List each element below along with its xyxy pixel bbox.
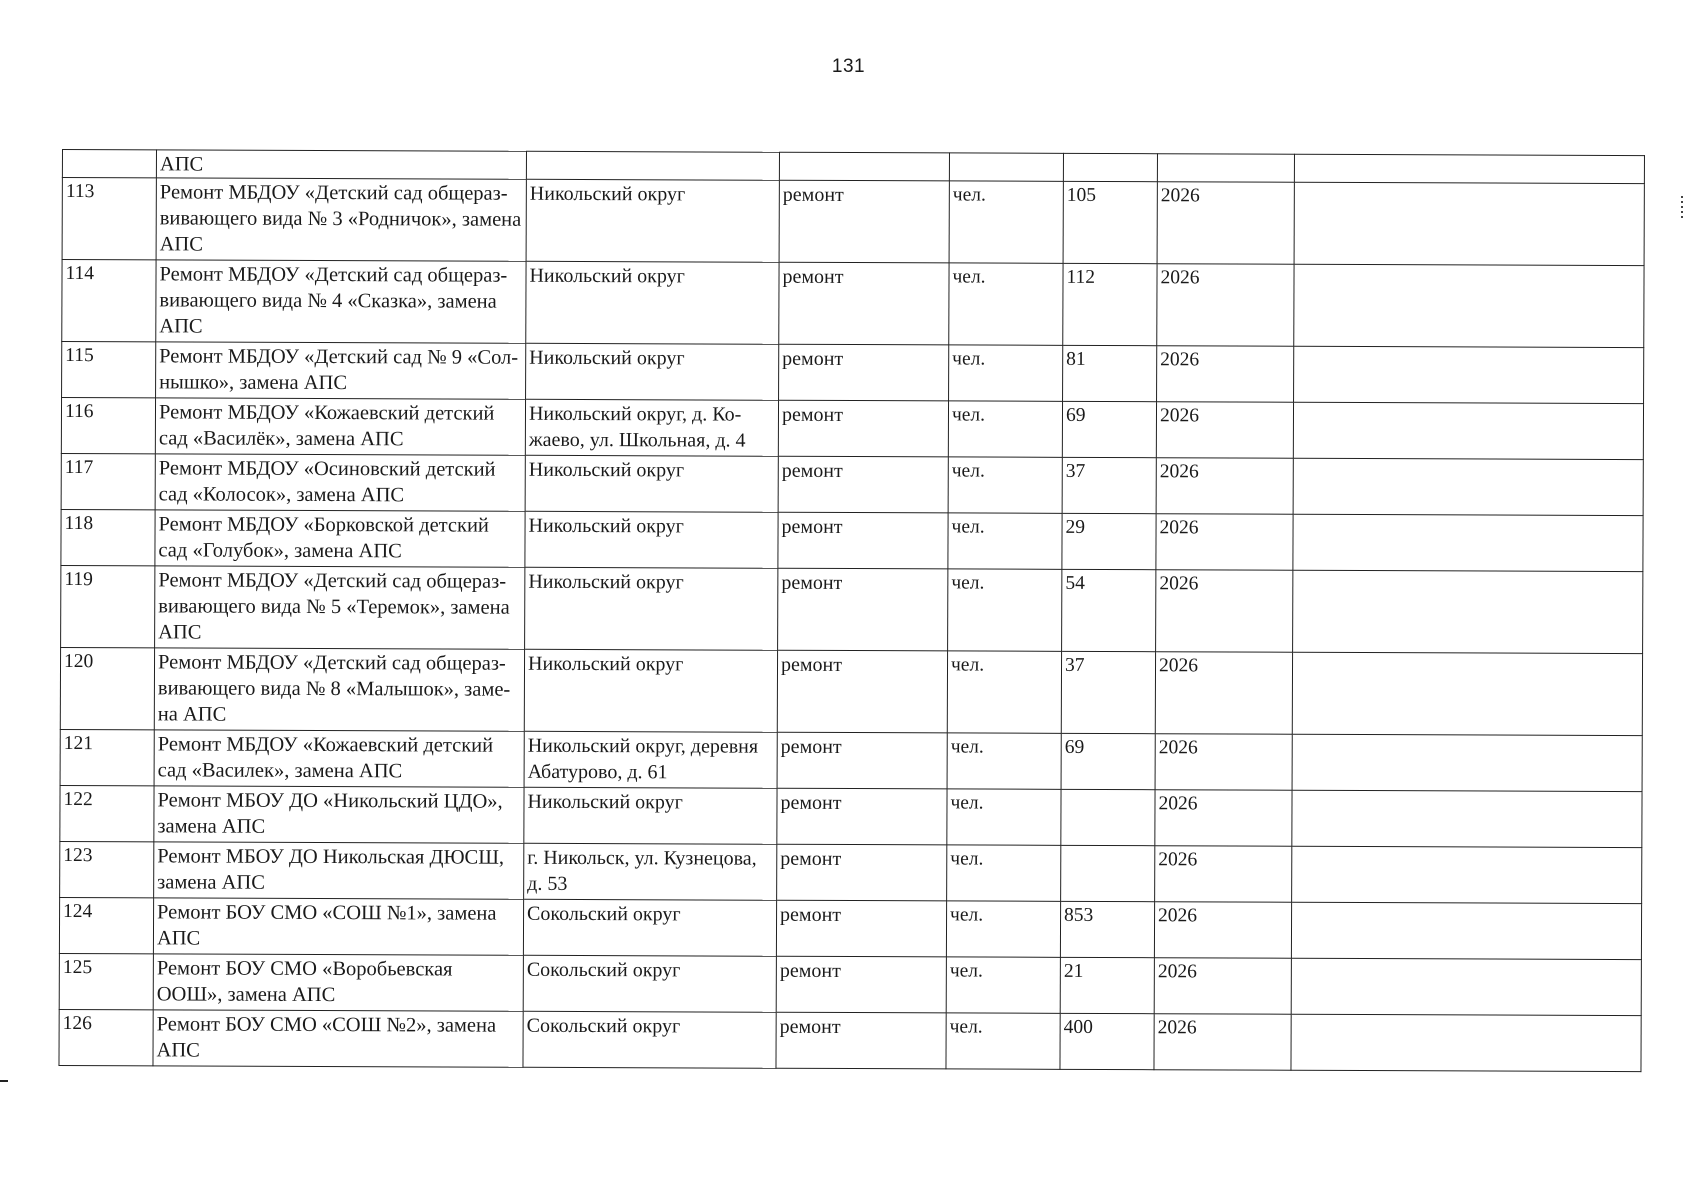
cell-type: ремонт xyxy=(777,844,947,901)
cell-value xyxy=(1063,153,1157,181)
cell-district: Никольский округ xyxy=(525,567,778,650)
cell-year: 2026 xyxy=(1154,902,1291,959)
cell-year xyxy=(1157,154,1294,183)
cell-year: 2026 xyxy=(1154,958,1291,1015)
cell-type: ремонт xyxy=(778,512,948,569)
cell-district: Никольский округ xyxy=(525,511,778,568)
cell-type: ремонт xyxy=(776,900,946,957)
cell-name: Ремонт БОУ СМО «Воробьевская ООШ», замена АПС xyxy=(153,954,523,1011)
cell-notes xyxy=(1293,570,1643,653)
cell-district: Никольский округ xyxy=(525,455,778,512)
cell-type: ремонт xyxy=(777,650,947,733)
cell-name: Ремонт МБДОУ «Детский сад общераз-вивающего вида № 3 «Родничок», замена АПС xyxy=(156,178,526,261)
cell-district: Сокольский округ xyxy=(523,1011,776,1068)
table-row xyxy=(61,565,1643,653)
cell-name: Ремонт МБДОУ «Кожаевский детский сад «Василек», замена АПС xyxy=(154,730,524,787)
table-row xyxy=(60,729,1642,791)
cell-value xyxy=(1061,845,1155,901)
cell-num: 118 xyxy=(61,509,155,565)
cell-district: Никольский округ xyxy=(526,343,779,400)
page-number: 131 xyxy=(831,56,866,77)
table-row xyxy=(61,453,1643,515)
cell-name: Ремонт МБДОУ «Детский сад общераз-вивающего вида № 4 «Сказка», замена АПС xyxy=(156,260,526,343)
cell-unit: чел. xyxy=(947,651,1061,733)
table-row xyxy=(59,953,1641,1015)
cell-num: 126 xyxy=(59,1009,153,1065)
cell-name: Ремонт МБДОУ «Детский сад общераз-вивающего вида № 8 «Малышок», заме-на АПС xyxy=(154,648,524,731)
cell-unit: чел. xyxy=(946,1013,1060,1069)
table-row xyxy=(61,509,1643,571)
data-table xyxy=(58,149,1645,1072)
cell-value: 81 xyxy=(1063,345,1157,401)
cell-name: Ремонт МБДОУ «Детский сад № 9 «Сол-нышко», замена АПС xyxy=(156,342,526,399)
table-row xyxy=(60,785,1642,847)
table-row xyxy=(60,841,1642,903)
table-row xyxy=(62,178,1644,266)
cell-type xyxy=(779,152,949,181)
cell-value: 853 xyxy=(1060,901,1154,957)
cell-notes xyxy=(1291,1014,1641,1071)
cell-value: 37 xyxy=(1062,457,1156,513)
table-row xyxy=(59,897,1641,959)
cell-value: 105 xyxy=(1063,181,1157,263)
cell-value xyxy=(1061,789,1155,845)
cell-num: 122 xyxy=(60,785,154,841)
cell-year: 2026 xyxy=(1154,1014,1291,1071)
table-body xyxy=(59,150,1645,1072)
cell-notes xyxy=(1292,846,1642,903)
cell-year: 2026 xyxy=(1156,402,1293,459)
cell-num: 114 xyxy=(62,260,156,342)
cell-district: Сокольский округ xyxy=(523,955,776,1012)
cell-unit: чел. xyxy=(948,401,1062,457)
cell-year: 2026 xyxy=(1155,652,1292,735)
cell-year: 2026 xyxy=(1155,846,1292,903)
cell-num: 116 xyxy=(61,398,155,454)
cell-notes xyxy=(1294,154,1644,183)
cell-district: Никольский округ xyxy=(526,179,779,262)
cell-type: ремонт xyxy=(778,400,948,457)
cell-district: Сокольский округ xyxy=(523,899,776,956)
cell-name: Ремонт МБОУ ДО «Никольский ЦДО», замена АПС xyxy=(154,786,524,843)
cell-num: 120 xyxy=(60,647,154,729)
cell-district: Никольский округ xyxy=(524,649,777,732)
cell-type: ремонт xyxy=(779,262,949,345)
cell-year: 2026 xyxy=(1157,182,1294,265)
cell-name: Ремонт МБДОУ «Борковской детский сад «Голубок», замена АПС xyxy=(155,510,525,567)
cell-unit: чел. xyxy=(947,733,1061,789)
cell-unit: чел. xyxy=(948,569,1062,651)
cell-value: 37 xyxy=(1061,651,1155,733)
cell-num: 125 xyxy=(59,953,153,1009)
cell-name: Ремонт МБОУ ДО Никольская ДЮСШ, замена АПС xyxy=(154,842,524,899)
cell-notes xyxy=(1291,902,1641,959)
cell-unit: чел. xyxy=(948,513,1062,569)
cell-unit: чел. xyxy=(947,789,1061,845)
cell-value: 400 xyxy=(1060,1013,1154,1069)
table-row xyxy=(62,342,1644,404)
cell-value: 112 xyxy=(1063,263,1157,345)
scan-edge-mark xyxy=(1681,196,1683,220)
cell-num: 121 xyxy=(60,729,154,785)
cell-name: АПС xyxy=(156,150,526,179)
cell-notes xyxy=(1292,734,1642,791)
cell-unit xyxy=(949,153,1063,181)
cell-unit: чел. xyxy=(946,901,1060,957)
cell-year: 2026 xyxy=(1156,514,1293,571)
cell-notes xyxy=(1291,958,1641,1015)
cell-type: ремонт xyxy=(777,732,947,789)
table-row xyxy=(59,1009,1641,1071)
cell-value: 21 xyxy=(1060,957,1154,1013)
cell-type: ремонт xyxy=(777,788,947,845)
cell-year: 2026 xyxy=(1157,264,1294,347)
cell-num xyxy=(62,150,156,178)
cell-notes xyxy=(1293,514,1643,571)
cell-year: 2026 xyxy=(1156,570,1293,653)
cell-num: 117 xyxy=(61,453,155,509)
cell-year: 2026 xyxy=(1157,346,1294,403)
cell-type: ремонт xyxy=(779,344,949,401)
cell-district: Никольский округ xyxy=(524,787,777,844)
cell-year: 2026 xyxy=(1155,734,1292,791)
cell-notes xyxy=(1294,264,1644,347)
table-row xyxy=(61,398,1643,460)
cell-notes xyxy=(1293,402,1643,459)
cell-num: 123 xyxy=(60,841,154,897)
table-row xyxy=(60,647,1642,735)
cell-unit: чел. xyxy=(949,263,1063,345)
cell-notes xyxy=(1293,458,1643,515)
cell-num: 119 xyxy=(61,565,155,647)
cell-unit: чел. xyxy=(949,345,1063,401)
margin-mark xyxy=(0,1080,8,1082)
cell-district: г. Никольск, ул. Кузнецова, д. 53 xyxy=(524,843,777,900)
cell-notes xyxy=(1292,652,1642,735)
table-container xyxy=(58,149,1644,1072)
cell-unit: чел. xyxy=(947,845,1061,901)
cell-num: 115 xyxy=(62,342,156,398)
cell-type: ремонт xyxy=(778,568,948,651)
cell-type: ремонт xyxy=(776,1012,946,1069)
cell-name: Ремонт БОУ СМО «СОШ №1», замена АПС xyxy=(153,898,523,955)
cell-district: Никольский округ xyxy=(526,261,779,344)
cell-value: 69 xyxy=(1062,401,1156,457)
cell-notes xyxy=(1294,182,1644,265)
cell-name: Ремонт БОУ СМО «СОШ №2», замена АПС xyxy=(153,1010,523,1067)
cell-type: ремонт xyxy=(776,956,946,1013)
cell-name: Ремонт МБДОУ «Детский сад общераз-вивающего вида № 5 «Теремок», замена АПС xyxy=(155,566,525,649)
cell-value: 69 xyxy=(1061,733,1155,789)
cell-name: Ремонт МБДОУ «Осиновский детский сад «Колосок», замена АПС xyxy=(155,454,525,511)
cell-name: Ремонт МБДОУ «Кожаевский детский сад «Василёк», замена АПС xyxy=(155,398,525,455)
cell-district xyxy=(526,151,779,180)
cell-unit: чел. xyxy=(948,457,1062,513)
cell-type: ремонт xyxy=(779,180,949,263)
cell-type: ремонт xyxy=(778,456,948,513)
table-row xyxy=(62,260,1644,348)
cell-notes xyxy=(1294,346,1644,403)
cell-year: 2026 xyxy=(1155,790,1292,847)
cell-district: Никольский округ, деревня Абатурово, д. 61 xyxy=(524,731,777,788)
cell-unit: чел. xyxy=(946,957,1060,1013)
cell-district: Никольский округ, д. Ко-жаево, ул. Школьная, д. 4 xyxy=(525,399,778,456)
cell-notes xyxy=(1292,790,1642,847)
cell-value: 54 xyxy=(1062,569,1156,651)
cell-num: 113 xyxy=(62,178,156,260)
cell-unit: чел. xyxy=(949,181,1063,263)
cell-year: 2026 xyxy=(1156,458,1293,515)
cell-value: 29 xyxy=(1062,513,1156,569)
cell-num: 124 xyxy=(59,897,153,953)
